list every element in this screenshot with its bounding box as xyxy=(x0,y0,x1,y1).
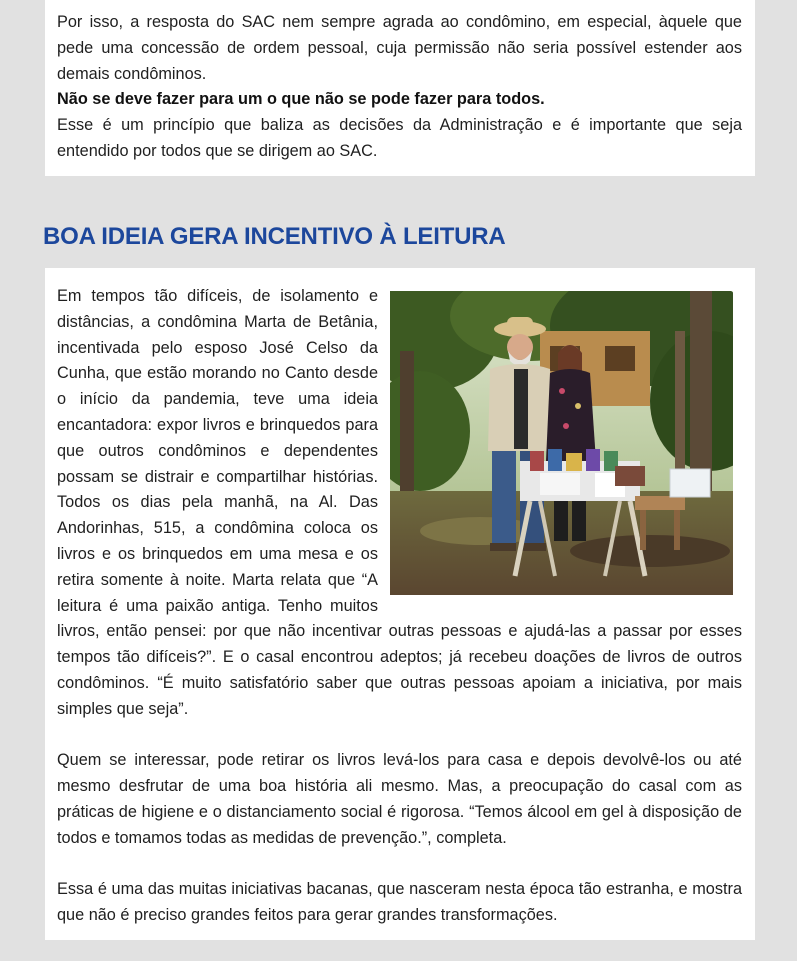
intro-principle: Não se deve fazer para um o que não se pode fazer para todos. xyxy=(57,90,545,109)
intro-paragraph-2: Esse é um princípio que baliza as decisões da Administração e é importante que seja entendido por todos que se dirigem ao SAC. xyxy=(57,116,742,160)
article-paragraph-1: Em tempos tão difíceis, de isolamento e distâncias, a condômina Marta de Betânia, incentivada pelo esposo José Celso da Cunha, que estão morando no Canto desde o início da pandemia, teve uma ideia encantadora: expor livros e brinquedos para que outros condôminos e dependentes possam se distrair e compartilhar histórias. Todos os dias pela manhã, na Al. Das Andorinhas, 515, a condômina coloca os livros e os brinquedos em uma mesa e os retira somente à noite. Marta relata que “A leitura é uma paixão antiga. Tenho muitos livros, então pensei: por que não incentivar outras pessoas e ajudá-las a passar por esses tempos tão difíceis?”. E o casal encontrou adeptos; já recebeu doações de livros de outros condôminos. “É muito satisfatório saber que outras pessoas apoiam a iniciativa, por mais simples que seja”. xyxy=(57,287,742,718)
article-card xyxy=(45,268,755,940)
intro-card xyxy=(45,0,755,176)
intro-paragraph-1: Por isso, a resposta do SAC nem sempre agrada ao condômino, em especial, àquele que pede uma concessão de ordem pessoal, cuja permissão não seria possível estender aos demais condôminos. xyxy=(57,13,742,83)
couple-with-book-table-photo xyxy=(390,291,733,595)
article-paragraph-2: Quem se interessar, pode retirar os livros levá-los para casa e depois devolvê-los ou até mesmo desfrutar de uma boa história ali mesmo. Mas, a preocupação do casal com as práticas de higiene e o distanciamento social é rigorosa. “Temos álcool em gel à disposição de todos e tomamos todas as medidas de prevenção.”, completa. xyxy=(57,751,742,847)
article-title: BOA IDEIA GERA INCENTIVO À LEITURA xyxy=(43,223,506,250)
article-paragraph-3: Essa é uma das muitas iniciativas bacanas, que nasceram nesta época tão estranha, e mostra que não é preciso grandes feitos para gerar grandes transformações. xyxy=(57,880,742,925)
